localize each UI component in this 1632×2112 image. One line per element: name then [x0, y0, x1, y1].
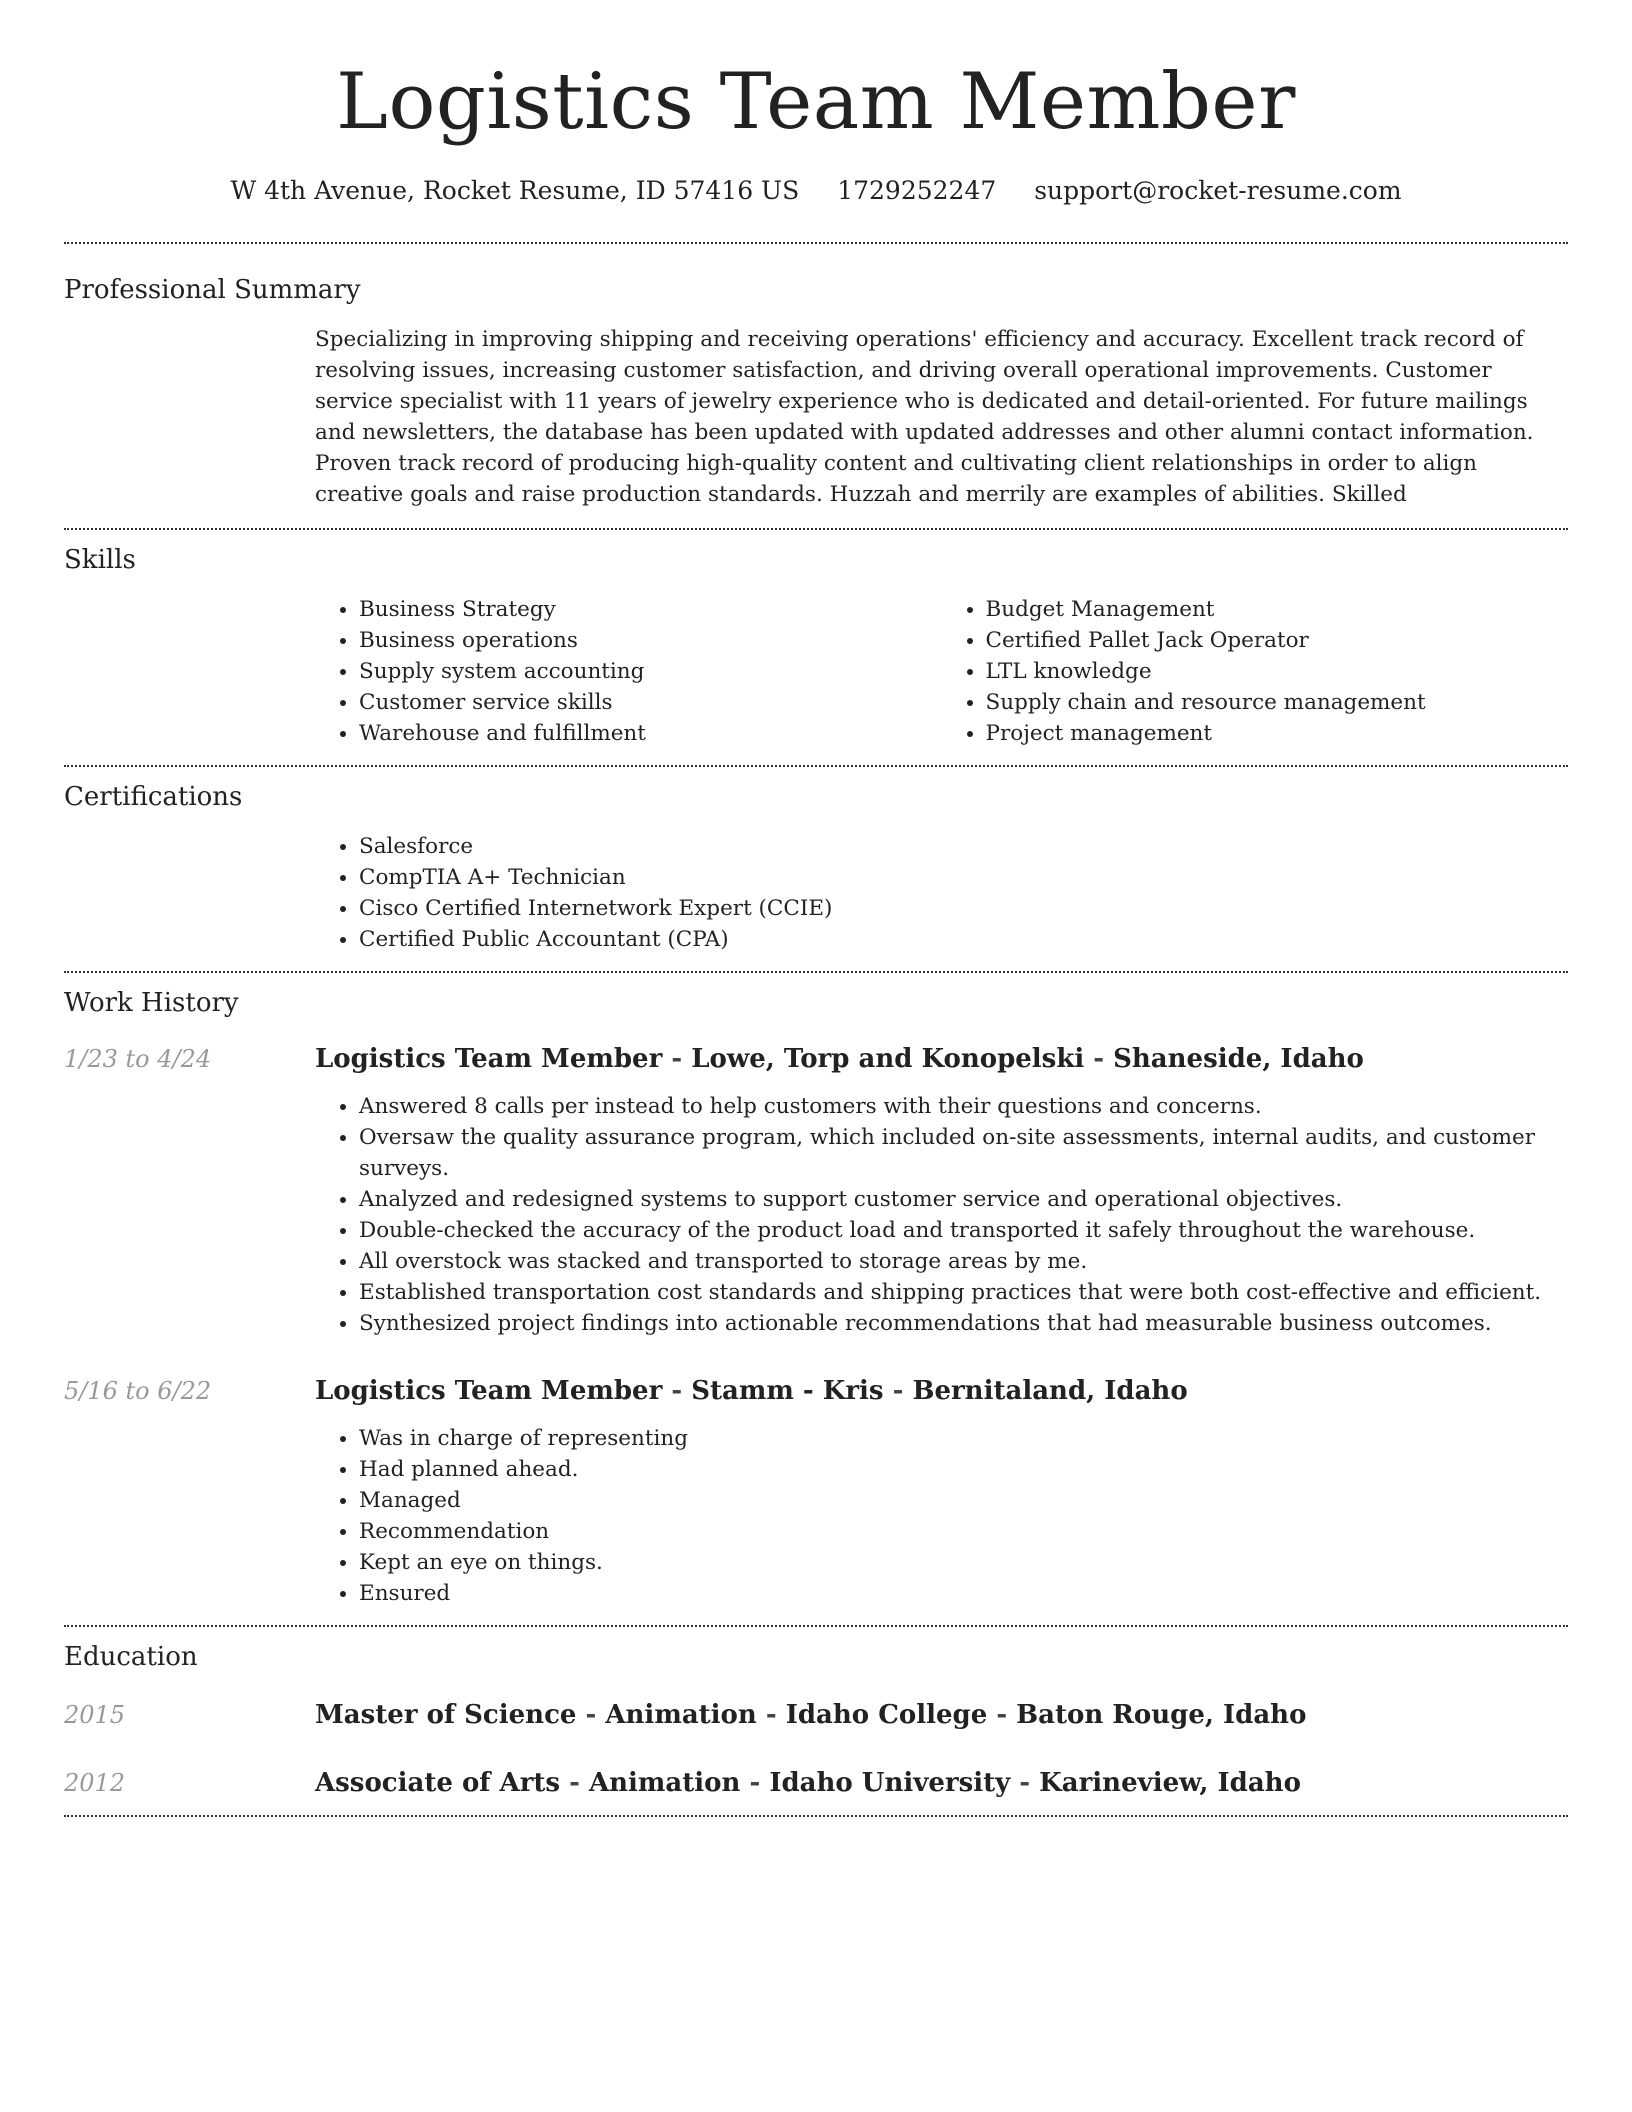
job-location: Shaneside, Idaho — [1113, 1044, 1364, 1074]
skill-item: • Budget Management — [986, 594, 1569, 625]
education-degree: Associate of Arts — [315, 1768, 561, 1798]
contact-address: W 4th Avenue, Rocket Resume, ID 57416 US — [230, 176, 800, 205]
skill-item: • Customer service skills — [359, 687, 942, 718]
education-field: Animation — [588, 1768, 741, 1798]
title-separator: - — [987, 1700, 1017, 1730]
job-title — [315, 1373, 1568, 1409]
skill-item: • Supply chain and resource management — [986, 687, 1569, 718]
job-bullet: • Had planned ahead. — [359, 1454, 1568, 1485]
job-bullet: • Ensured — [359, 1578, 1568, 1609]
job-role: Logistics Team Member — [315, 1044, 663, 1074]
education-location: Karineview, Idaho — [1039, 1768, 1301, 1798]
skills-list-right — [942, 594, 1569, 749]
education-divider — [64, 1815, 1568, 1817]
education-school: Idaho University — [769, 1768, 1011, 1798]
job-company: Stamm - Kris — [691, 1376, 884, 1406]
education-section — [64, 1627, 1568, 1801]
education-degree: Master of Science — [315, 1700, 577, 1730]
education-school: Idaho College — [785, 1700, 988, 1730]
job-title — [315, 1041, 1568, 1077]
job-bullet: • Was in charge of representing — [359, 1423, 1568, 1454]
education-field: Animation — [605, 1700, 757, 1730]
certification-item: • Salesforce — [359, 831, 1568, 862]
education-entry — [64, 1697, 1568, 1733]
education-entry — [64, 1765, 1568, 1801]
contact-line — [64, 174, 1568, 208]
title-separator: - — [740, 1768, 770, 1798]
education-title-line — [315, 1765, 1568, 1801]
job-bullet: • Analyzed and redesigned systems to support customer service and operational objectives. — [359, 1184, 1568, 1215]
summary-section — [64, 244, 1568, 510]
education-year: 2015 — [64, 1701, 126, 1729]
job-dates: 1/23 to 4/24 — [64, 1045, 212, 1073]
job-bullet: • Double-checked the accuracy of the product load and transported it safely throughout the warehouse. — [359, 1215, 1568, 1246]
contact-phone: 1729252247 — [837, 176, 997, 205]
title-separator: - — [883, 1376, 913, 1406]
skills-list-left — [315, 594, 942, 749]
job-bullet: • Synthesized project findings into actionable recommendations that had measurable business outcomes. — [359, 1308, 1568, 1339]
education-title-line — [315, 1697, 1568, 1733]
candidate-name: Logistics Team Member — [336, 57, 1296, 147]
job-entry — [64, 1373, 1568, 1409]
work-title: Work History — [64, 988, 239, 1018]
job-bullet: • Managed — [359, 1485, 1568, 1516]
education-location: Baton Rouge, Idaho — [1016, 1700, 1307, 1730]
skill-item: • Warehouse and fulfillment — [359, 718, 942, 749]
education-year: 2012 — [64, 1769, 126, 1797]
certifications-section — [64, 767, 1568, 955]
title-separator: - — [662, 1376, 692, 1406]
job-location: Bernitaland, Idaho — [912, 1376, 1188, 1406]
job-company: Lowe, Torp and Konopelski — [691, 1044, 1085, 1074]
summary-text: Specializing in improving shipping and receiving operations' efficiency and accuracy. Excellent track record of resolving issues, increasing customer satisfaction, and driving overall operational improvements. Customer service specialist with 11 years of jewelry experience who is dedicated and detail-oriented. For future mailings and newsletters, the database has been updated with updated addresses and other alumni contact information. Proven track record of producing high-quality content and cultivating client relationships in order to align creative goals and raise production standards. Huzzah and merrily are examples of abilities. Skilled — [315, 327, 1534, 507]
job-bullets — [315, 1091, 1568, 1339]
title-separator: - — [1010, 1768, 1040, 1798]
certification-item: • Certified Public Accountant (CPA) — [359, 924, 1568, 955]
certification-item: • CompTIA A+ Technician — [359, 862, 1568, 893]
title-separator: - — [576, 1700, 606, 1730]
skills-title: Skills — [64, 545, 136, 575]
skill-item: • Business Strategy — [359, 594, 942, 625]
skill-item: • Project management — [986, 718, 1569, 749]
skill-item: • Certified Pallet Jack Operator — [986, 625, 1569, 656]
title-separator: - — [756, 1700, 786, 1730]
summary-title: Professional Summary — [64, 275, 361, 305]
title-separator: - — [1084, 1044, 1114, 1074]
job-bullet: • Kept an eye on things. — [359, 1547, 1568, 1578]
certification-item: • Cisco Certified Internetwork Expert (CCIE) — [359, 893, 1568, 924]
title-separator: - — [560, 1768, 589, 1798]
skills-section — [64, 530, 1568, 749]
contact-email: support@rocket-resume.com — [1034, 176, 1402, 205]
skill-item: • Supply system accounting — [359, 656, 942, 687]
job-role: Logistics Team Member — [315, 1376, 663, 1406]
certifications-title: Certifications — [64, 782, 243, 812]
work-section — [64, 973, 1568, 1609]
job-bullet: • Recommendation — [359, 1516, 1568, 1547]
job-bullets — [315, 1423, 1568, 1609]
skill-item: • Business operations — [359, 625, 942, 656]
job-entry — [64, 1041, 1568, 1077]
education-title: Education — [64, 1642, 198, 1672]
certifications-list — [315, 831, 1568, 955]
job-dates: 5/16 to 6/22 — [64, 1377, 212, 1405]
title-separator: - — [662, 1044, 692, 1074]
skill-item: • LTL knowledge — [986, 656, 1569, 687]
job-bullet: • Answered 8 calls per instead to help customers with their questions and concerns. — [359, 1091, 1568, 1122]
job-bullet: • Established transportation cost standards and shipping practices that were both cost-effective and efficient. — [359, 1277, 1568, 1308]
job-bullet: • All overstock was stacked and transported to storage areas by me. — [359, 1246, 1568, 1277]
job-bullet: • Oversaw the quality assurance program, which included on-site assessments, internal audits, and customer surveys. — [359, 1122, 1568, 1184]
resume-header — [64, 0, 1568, 208]
